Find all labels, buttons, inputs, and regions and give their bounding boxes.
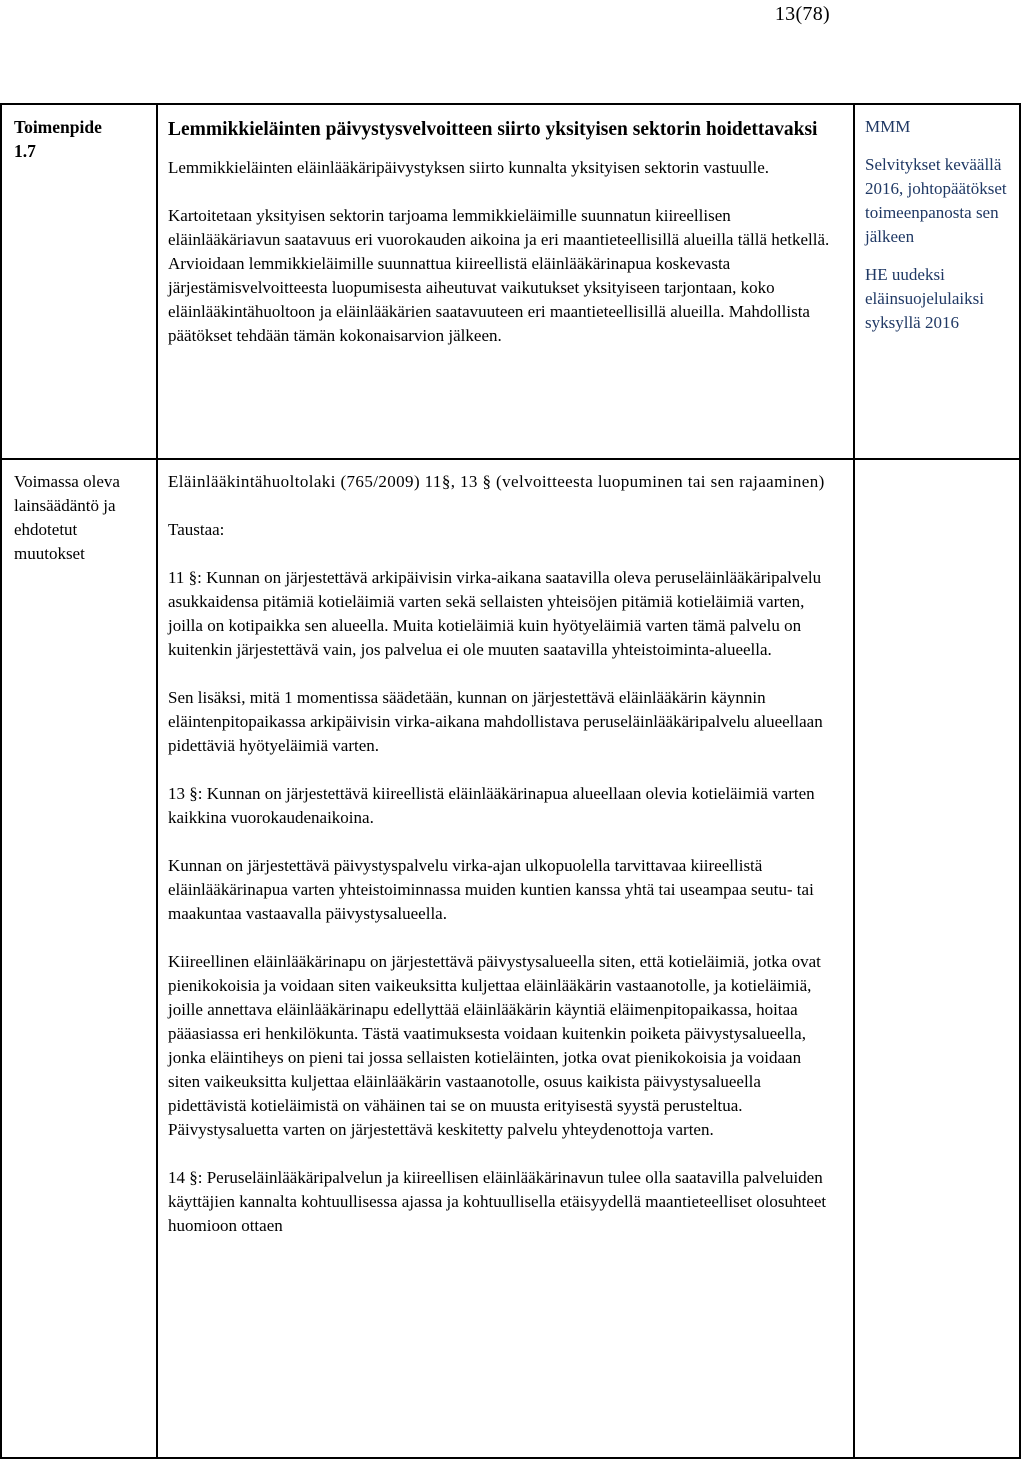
legislation-label-cell — [1, 459, 157, 1458]
legislation-label: Voimassa oleva lainsäädäntö ja ehdotetut muutokset — [14, 472, 120, 563]
measure-paragraph: Lemmikkieläinten eläinlääkäripäivystyksen siirto kunnalta yksityisen sektorin vastuulle. — [168, 158, 770, 177]
legislation-note: HE uudeksi eläinsuojelulaiksi syksyllä 2016 — [865, 265, 984, 332]
section-13-paragraph: 13 §: Kunnan on järjestettävä kiireellistä eläinlääkärinapua alueellaan olevia kotieläimiä varten kaikkina vuorokaudenaikoina. — [168, 784, 815, 827]
legislation-reference: Eläinlääkintähuoltolaki (765/2009) 11§, 13 § (velvoitteesta luopuminen tai sen rajaaminen) — [168, 472, 825, 491]
legislation-row — [1, 459, 1020, 1458]
responsibility-cell — [854, 104, 1020, 459]
responsible-ministry: MMM — [865, 117, 911, 136]
background-heading: Taustaa: — [168, 520, 225, 539]
measure-paragraph: Kartoitetaan yksityisen sektorin tarjoama lemmikkieläimille suunnatun kiireellisen eläinlääkäriavun saatavuus eri vuorokauden aikoina ja eri maantieteellisillä alueilla tällä hetkellä. Arvioidaan lemmikkieläimille suunnattua kiireellistä eläinlääkärinapua koskevasta järjestämisvelvoitteesta luopumisesta aiheutuvat vaikutukset yksityiseen tarjontaan, koko eläinlääkintähuoltoon ja eläinlääkärien saatavuuteen eri maantieteellisillä alueilla. Mahdollista päätökset tehdään tämän kokonaisarvion jälkeen. — [168, 206, 830, 345]
legislation-text-cell — [157, 459, 854, 1458]
section-13-urgent-care-paragraph: Kiireellinen eläinlääkärinapu on järjestettävä päivystysalueella siten, että kotieläimiä, jotka ovat pienikokoisia ja voidaan siten vaikeuksitta kuljettaa eläinlääkärin vastaanotolle, ja kotieläimiä, joille annettava eläinlääkärinapu edellyttää eläinlääkärin käyntiä eläimenpitopaikassa, hoitaa pääasiassa eri henkilökunta. Tästä vaatimuksesta voidaan kuitenkin poiketa päivystysalueella, jonka eläintiheys on pieni tai jossa sellaisten kotieläinten, jotka ovat pienikokoisia ja voidaan siten vaikeuksitta kuljettaa eläinlääkärin vastaanotolle, osuus kaikista päivystysalueella pidettävistä kotieläimistä on vähäinen tai se on muusta erityisestä syystä perusteltua. Päivystysaluetta varten on järjestettävä keskitetty palvelu yhteydenottoja varten. — [168, 952, 821, 1139]
legislation-empty-cell — [854, 459, 1020, 1458]
section-13-duty-paragraph: Kunnan on järjestettävä päivystyspalvelu virka-ajan ulkopuolella tarvittavaa kiireellistä eläinlääkärinapua varten yhteistoiminnassa muiden kuntien kanssa yhtä tai useampaa seutu- tai maakuntaa vastaavalla päivystysalueella. — [168, 856, 814, 923]
measure-label-cell — [1, 104, 157, 459]
section-14-paragraph: 14 §: Peruseläinlääkäripalvelun ja kiireellisen eläinlääkärinavun tulee olla saatavilla palveluiden käyttäjien kannalta kohtuullisessa ajassa ja kohtuullisella etäisyydellä maantieteelliset olosuhteet huomioon ottaen — [168, 1168, 827, 1235]
section-11-paragraph: 11 §: Kunnan on järjestettävä arkipäivisin virka-aikana saatavilla oleva peruseläinlääkäripalvelu asukkaidensa pitämiä kotieläimiä varten sekä sellaisten yhteisöjen pitämiä kotieläimiä varten, joilla on kotipaikka sen alueella. Muita kotieläimiä kuin hyötyeläimiä varten tämä palvelu on kuitenkin järjestettävä vain, jos palvelua ei ole muuten saatavilla yhteistoiminta-alueella. — [168, 568, 822, 659]
measure-number: 1.7 — [14, 141, 36, 161]
page-number: 13(78) — [774, 3, 830, 25]
schedule-note: Selvitykset keväällä 2016, johtopäätökset toimeenpanosta sen jälkeen — [865, 155, 1007, 246]
measure-row — [1, 104, 1020, 459]
measure-table — [0, 103, 1021, 1459]
section-11-continued-paragraph: Sen lisäksi, mitä 1 momentissa säädetään, kunnan on järjestettävä eläinlääkärin käynnin eläintenpitopaikassa arkipäivisin virka-aikana mahdollistava peruseläinlääkäripalvelu alueellaan pidettäviä hyötyeläimiä varten. — [168, 688, 823, 755]
measure-heading: Lemmikkieläinten päivystysvelvoitteen siirto yksityisen sektorin hoidettavaksi — [168, 119, 818, 140]
measure-description-cell — [157, 104, 854, 459]
measure-label: Toimenpide — [14, 117, 102, 137]
